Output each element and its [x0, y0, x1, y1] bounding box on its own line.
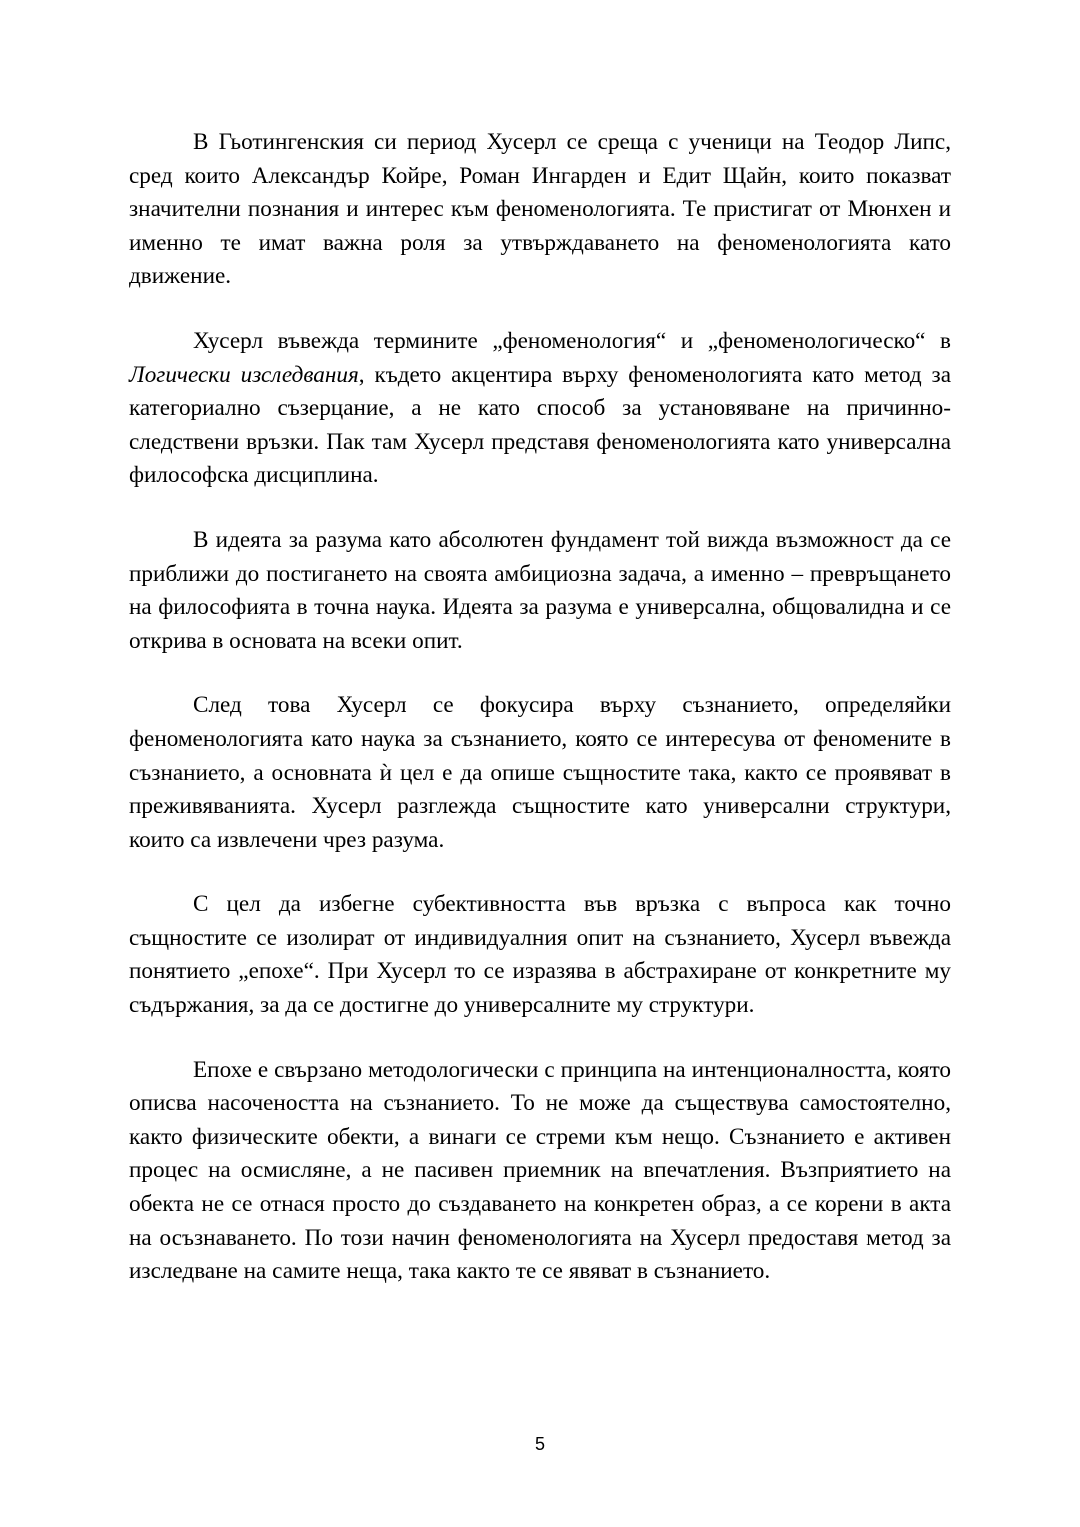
paragraph-gottingen-period: В Гьотингенския си период Хусерл се среща с ученици на Теодор Липс, сред които Александър Койре, Роман Ингарден и Едит Щайн, които показват значителни познания и интерес към феноменологията. Те пристигат от Мюнхен и именно те имат важна роля за утвърждаването на феноменологията като движение. [129, 129, 951, 290]
document-body [129, 126, 951, 1289]
paragraph-text-segment: Хусерл въвежда термините „феноменология“ и „феноменологическо“ в [193, 327, 951, 354]
book-title-italic: Логически изследвания [129, 361, 359, 388]
paragraph-intentionality: Епохе е свързано методологически с принципа на интенционалността, която описва насочеността на съзнанието. То не може да съществува самостоятелно, както физическите обекти, а винаги се стреми към нещо. Съзнанието е активен процес на осмисляне, а не пасивен приемник на впечатления. Възприятието на обекта не се отнася просто до създаването на конкретен образ, а се корени в акта на осъзнаването. По този начин феноменологията на Хусерл предоставя метод за изследване на самите неща, така както те се явяват в съзнанието. [129, 1056, 951, 1285]
paragraph-reason-foundation: В идеята за разума като абсолютен фундамент той вижда възможност да се приближи до постигането на своята амбициозна задача, а именно – превръщането на философията в точна наука. Идеята за разума е универсална, общовалидна и се открива в основата на всеки опит. [129, 526, 951, 654]
paragraph-text-segment: , където акцентира върху феноменологията като метод за категориално съзерцание, а не като способ за установяване на причинно-следствени връзки. Пак там Хусерл представя феноменологията като универсална философска дисциплина. [129, 361, 952, 489]
paragraph-logical-investigations [129, 325, 951, 493]
paragraph-consciousness: След това Хусерл се фокусира върху съзнанието, определяйки феноменологията като наука за съзнанието, която се интересува от феномените в съзнанието, а основната ѝ цел е да опише същностите така, както се проявяват в преживяванията. Хусерл разглежда същностите като универсални структури, които са извлечени чрез разума. [129, 692, 951, 853]
paragraph-epoche: С цел да избегне субективността във връзка с въпроса как точно същностите се изолират от индивидуалния опит на съзнанието, Хусерл въвежда понятието „епохе“. При Хусерл то се изразява в абстрахиране от конкретните му съдържания, за да се достигне до универсалните му структури. [129, 891, 951, 1019]
page-number: 5 [534, 1434, 545, 1454]
